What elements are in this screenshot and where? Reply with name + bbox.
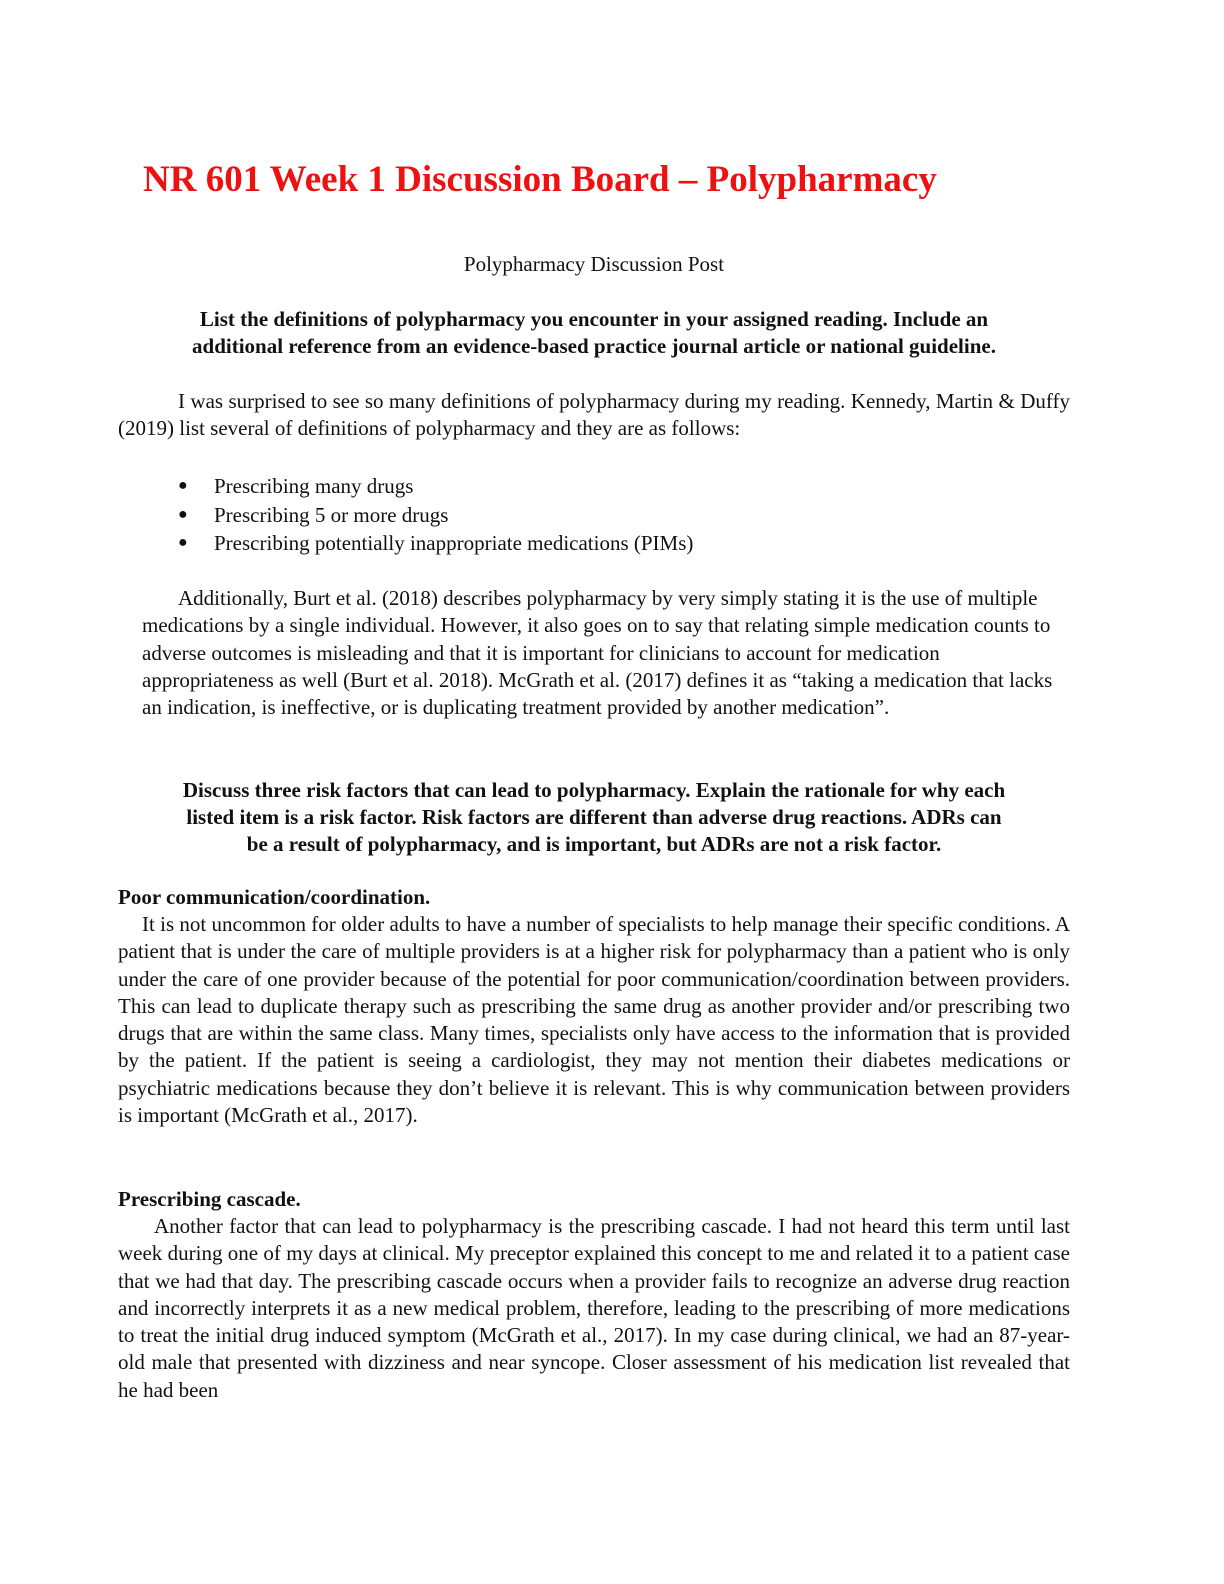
intro-paragraph: I was surprised to see so many definitions of polypharmacy during my reading. Kennedy, Martin & Duffy (2019) list several of definitions of polypharmacy and they are as follows: xyxy=(118,389,1070,441)
question-1-line-1: List the definitions of polypharmacy you encounter in your assigned reading. Include an xyxy=(199,307,989,331)
list-item: ● Prescribing potentially inappropriate medications (PIMs) xyxy=(178,529,693,558)
bullet-icon: ● xyxy=(178,534,188,551)
question-2-line-1: Discuss three risk factors that can lead to polypharmacy. Explain the rationale for why each xyxy=(182,778,1006,802)
section-body-cascade: Another factor that can lead to polypharmacy is the prescribing cascade. I had not heard this term until last week during one of my days at clinical. My preceptor explained this concept to me and related it to a patient case that we had that day. The prescribing cascade occurs when a provider fails to recognize an adverse drug reaction and incorrectly interprets it as a new medical problem, therefore, leading to the prescribing of more medications to treat the initial drug induced symptom (McGrath et al., 2017). In my case during clinical, we had an 87-year-old male that presented with dizziness and near syncope. Closer assessment of his medication list revealed that he had been xyxy=(118,1214,1070,1402)
question-2-line-3: be a result of polypharmacy, and is important, but ADRs are not a risk factor. xyxy=(246,832,942,856)
question-1-line-2: additional reference from an evidence-based practice journal article or national guideline. xyxy=(192,334,996,358)
question-1 xyxy=(118,306,1070,360)
bullet-icon: ● xyxy=(178,505,188,523)
definition-list xyxy=(178,472,693,558)
section-body-communication: It is not uncommon for older adults to have a number of specialists to help manage their specific conditions. A patient that is under the care of multiple providers is at a higher risk for polypharmacy than a patient who is only under the care of one provider because of the potential for poor communication/coordination between providers. This can lead to duplicate therapy such as prescribing the same drug as another provider and/or prescribing two drugs that are within the same class. Many times, specialists only have access to the information that is provided by the patient. If the patient is seeing a cardiologist, they may not mention their diabetes medications or psychiatric medications because they don’t believe it is relevant. This is why communication between providers is important (McGrath et al., 2017). xyxy=(118,912,1070,1128)
section-heading-cascade: Prescribing cascade. xyxy=(118,1187,301,1211)
bullet-icon: ● xyxy=(178,477,188,494)
additional-paragraph: Additionally, Burt et al. (2018) describes polypharmacy by very simply stating it is the use of multiple medications by a single individual. However, it also goes on to say that relating simple medication counts to adverse outcomes is misleading and that it is important for clinicians to account for medication appropriateness as well (Burt et al. 2018). McGrath et al. (2017) defines it as “taking a medication that lacks an indication, is ineffective, or is duplicating treatment provided by another medication”. xyxy=(142,586,1053,720)
question-2 xyxy=(118,777,1070,858)
list-item: ● Prescribing many drugs xyxy=(178,472,693,501)
question-2-line-2: listed item is a risk factor. Risk factors are different than adverse drug reactions. ADRs can xyxy=(186,805,1002,829)
document-title: NR 601 Week 1 Discussion Board – Polypharmacy xyxy=(143,159,937,200)
list-item: ● Prescribing 5 or more drugs xyxy=(178,501,693,530)
document-subtitle: Polypharmacy Discussion Post xyxy=(463,252,725,276)
section-heading-communication: Poor communication/coordination. xyxy=(118,885,431,909)
